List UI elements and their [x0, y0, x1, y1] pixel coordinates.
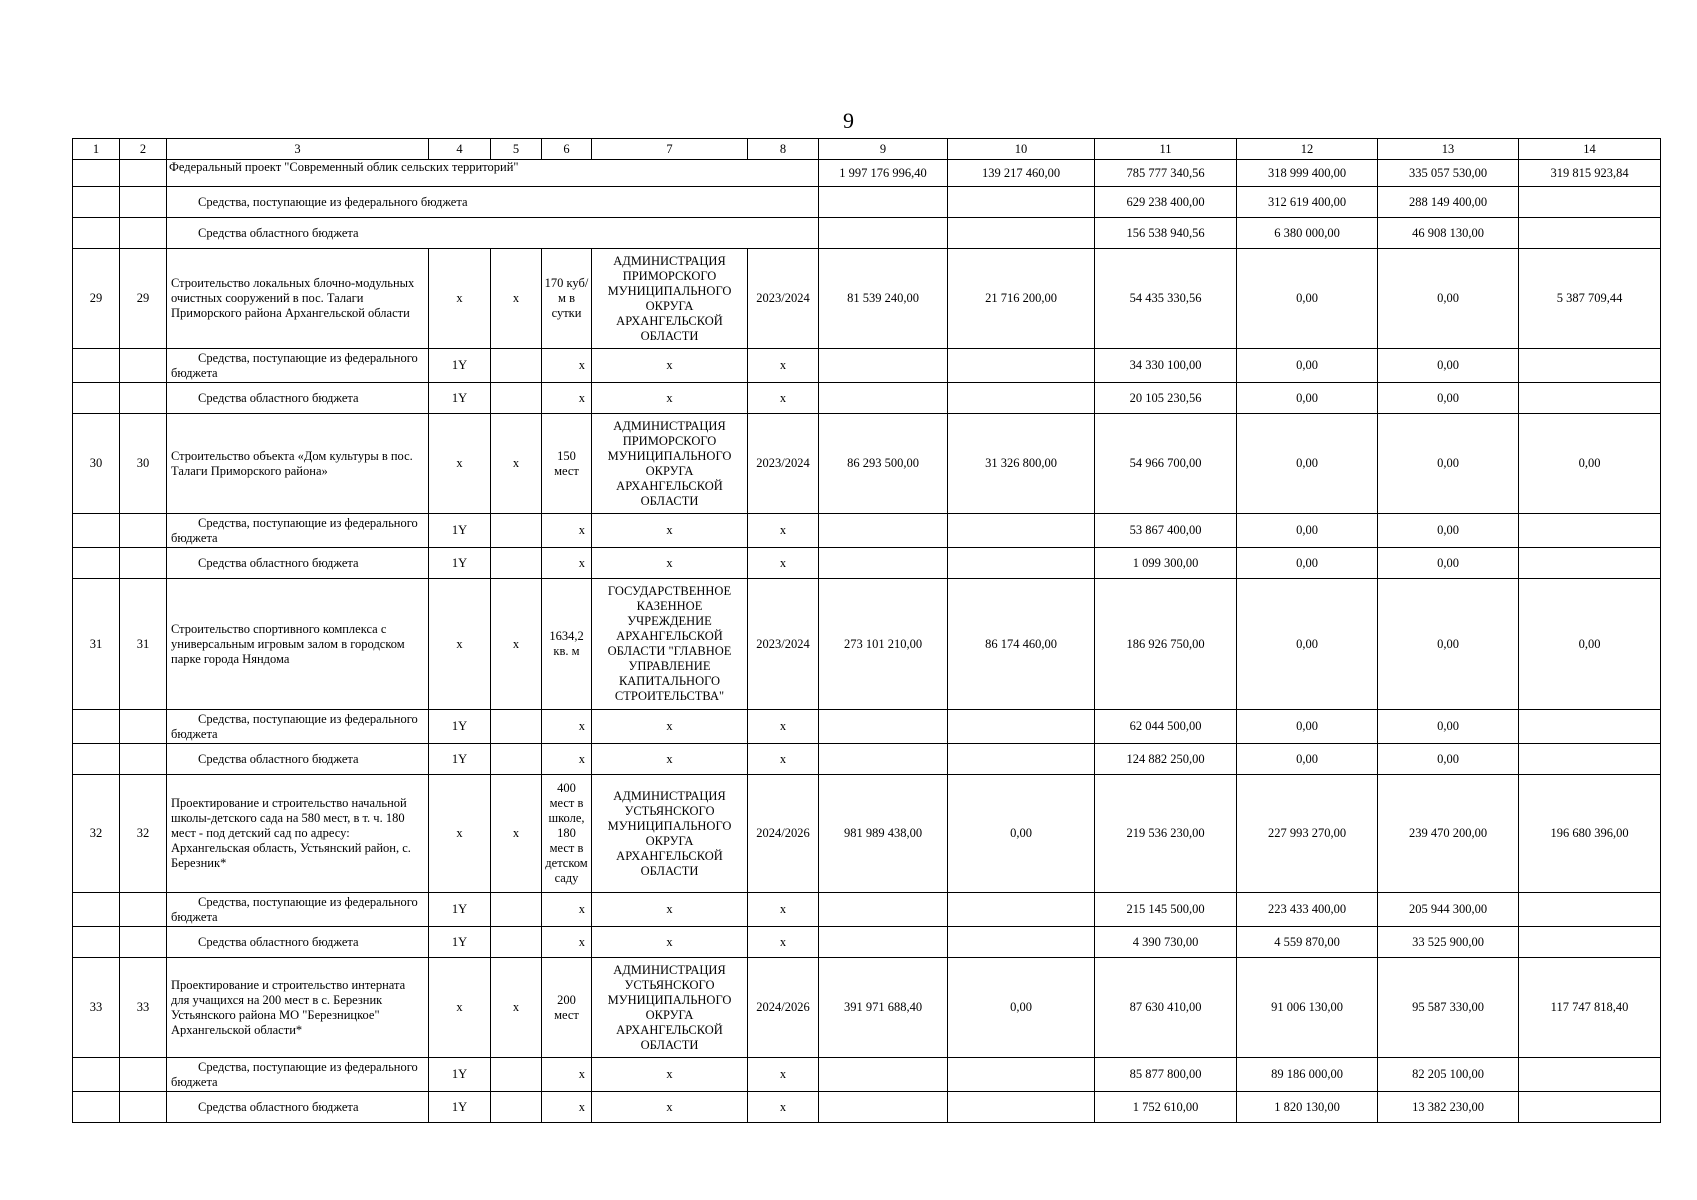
- empty-cell: [1519, 187, 1661, 218]
- empty-cell: [491, 710, 542, 744]
- amount-col14: 5 387 709,44: [1519, 249, 1661, 349]
- col5-cell: х: [491, 775, 542, 893]
- col7-cell: х: [592, 710, 748, 744]
- header-cell: 9: [819, 139, 948, 160]
- col4-cell: х: [429, 414, 491, 514]
- amount-col13: 0,00: [1378, 548, 1519, 579]
- funding-source-label: [167, 927, 429, 958]
- empty-cell: [948, 927, 1095, 958]
- row-number: 32: [73, 775, 120, 893]
- budget-code: 1Y: [429, 744, 491, 775]
- amount-col10: 86 174 460,00: [948, 579, 1095, 710]
- amount-col14: 0,00: [1519, 579, 1661, 710]
- empty-cell: [120, 1058, 167, 1092]
- amount-col14: 0,00: [1519, 414, 1661, 514]
- funding-source-label: Средства, поступающие из федерального бюджета: [167, 187, 819, 218]
- empty-cell: [819, 927, 948, 958]
- empty-cell: [120, 1092, 167, 1123]
- amount-col13: 0,00: [1378, 710, 1519, 744]
- project-name: Строительство спортивного комплекса с универсальным игровым залом в городском парке города Няндома: [167, 579, 429, 710]
- federal-funds-row: [73, 893, 1661, 927]
- amount-col12: 1 820 130,00: [1237, 1092, 1378, 1123]
- empty-cell: [73, 893, 120, 927]
- empty-cell: [1519, 893, 1661, 927]
- col8-cell: х: [748, 349, 819, 383]
- empty-cell: [73, 744, 120, 775]
- empty-cell: [948, 710, 1095, 744]
- row-number-2: 30: [120, 414, 167, 514]
- federal-project-title: Федеральный проект "Современный облик сельских территорий": [167, 160, 819, 187]
- col8-cell: х: [748, 548, 819, 579]
- empty-cell: [120, 548, 167, 579]
- amount-col9: 1 997 176 996,40: [819, 160, 948, 187]
- regional-funds-row: [73, 1092, 1661, 1123]
- header-cell: 6: [542, 139, 592, 160]
- empty-cell: [948, 893, 1095, 927]
- empty-cell: [73, 160, 120, 187]
- project-row: [73, 249, 1661, 349]
- col7-cell: х: [592, 349, 748, 383]
- amount-col11: 20 105 230,56: [1095, 383, 1237, 414]
- amount-col12: 0,00: [1237, 514, 1378, 548]
- col4-cell: х: [429, 579, 491, 710]
- budget-code: 1Y: [429, 893, 491, 927]
- empty-cell: [1519, 383, 1661, 414]
- row-number: 31: [73, 579, 120, 710]
- federal-funds-row: [73, 1058, 1661, 1092]
- header-cell: 3: [167, 139, 429, 160]
- empty-cell: [120, 160, 167, 187]
- funding-source-label: Средства областного бюджета: [167, 218, 819, 249]
- amount-col12: 0,00: [1237, 383, 1378, 414]
- empty-cell: [948, 349, 1095, 383]
- executor-cell: АДМИНИСТРАЦИЯ УСТЬЯНСКОГО МУНИЦИПАЛЬНОГО ОКРУГА АРХАНГЕЛЬСКОЙ ОБЛАСТИ: [592, 775, 748, 893]
- amount-col11: 156 538 940,56: [1095, 218, 1237, 249]
- col6-cell: х: [542, 383, 592, 414]
- empty-cell: [73, 548, 120, 579]
- empty-cell: [948, 1058, 1095, 1092]
- col8-cell: х: [748, 383, 819, 414]
- empty-cell: [491, 349, 542, 383]
- col4-cell: х: [429, 249, 491, 349]
- executor-cell: ГОСУДАРСТВЕННОЕ КАЗЕННОЕ УЧРЕЖДЕНИЕ АРХАНГЕЛЬСКОЙ ОБЛАСТИ "ГЛАВНОЕ УПРАВЛЕНИЕ КАПИТАЛЬНОГО СТРОИТЕЛЬСТВА": [592, 579, 748, 710]
- col4-cell: х: [429, 775, 491, 893]
- col8-cell: х: [748, 710, 819, 744]
- header-cell: 2: [120, 139, 167, 160]
- empty-cell: [120, 927, 167, 958]
- col7-cell: х: [592, 927, 748, 958]
- empty-cell: [1519, 744, 1661, 775]
- row-number: 33: [73, 958, 120, 1058]
- amount-col13: 0,00: [1378, 349, 1519, 383]
- executor-cell: АДМИНИСТРАЦИЯ ПРИМОРСКОГО МУНИЦИПАЛЬНОГО ОКРУГА АРХАНГЕЛЬСКОЙ ОБЛАСТИ: [592, 249, 748, 349]
- empty-cell: [73, 187, 120, 218]
- empty-cell: [491, 1092, 542, 1123]
- project-row: [73, 414, 1661, 514]
- amount-col13: 0,00: [1378, 249, 1519, 349]
- empty-cell: [948, 514, 1095, 548]
- empty-cell: [1519, 1092, 1661, 1123]
- funding-source-label: [167, 893, 429, 927]
- executor-cell: АДМИНИСТРАЦИЯ ПРИМОРСКОГО МУНИЦИПАЛЬНОГО ОКРУГА АРХАНГЕЛЬСКОЙ ОБЛАСТИ: [592, 414, 748, 514]
- empty-cell: [1519, 1058, 1661, 1092]
- amount-col12: 318 999 400,00: [1237, 160, 1378, 187]
- empty-cell: [120, 744, 167, 775]
- empty-cell: [819, 1092, 948, 1123]
- empty-cell: [73, 1058, 120, 1092]
- amount-col12: 0,00: [1237, 548, 1378, 579]
- amount-col11: 219 536 230,00: [1095, 775, 1237, 893]
- col8-cell: х: [748, 1092, 819, 1123]
- amount-col12: 0,00: [1237, 744, 1378, 775]
- budget-code: 1Y: [429, 1058, 491, 1092]
- row-number-2: 33: [120, 958, 167, 1058]
- row-number-2: 31: [120, 579, 167, 710]
- empty-cell: [1519, 349, 1661, 383]
- empty-cell: [491, 548, 542, 579]
- amount-col11: 1 752 610,00: [1095, 1092, 1237, 1123]
- header-cell: 1: [73, 139, 120, 160]
- empty-cell: [491, 1058, 542, 1092]
- amount-col11: 629 238 400,00: [1095, 187, 1237, 218]
- amount-col11: 4 390 730,00: [1095, 927, 1237, 958]
- empty-cell: [1519, 218, 1661, 249]
- empty-cell: [120, 187, 167, 218]
- row-number: 29: [73, 249, 120, 349]
- header-cell: 12: [1237, 139, 1378, 160]
- col6-cell: х: [542, 548, 592, 579]
- funding-source-text: Средства областного бюджета: [198, 934, 359, 949]
- amount-col10: 139 217 460,00: [948, 160, 1095, 187]
- empty-cell: [819, 548, 948, 579]
- project-row: [73, 958, 1661, 1058]
- col8-cell: х: [748, 893, 819, 927]
- col7-cell: х: [592, 1092, 748, 1123]
- col8-cell: х: [748, 514, 819, 548]
- col7-cell: х: [592, 383, 748, 414]
- empty-cell: [73, 1092, 120, 1123]
- col7-cell: х: [592, 744, 748, 775]
- col7-cell: х: [592, 548, 748, 579]
- federal-project-federal-funds-row: [73, 187, 1661, 218]
- funding-source-text: Средства, поступающие из федерального бюджета: [171, 350, 418, 380]
- amount-col12: 0,00: [1237, 349, 1378, 383]
- header-cell: 13: [1378, 139, 1519, 160]
- empty-cell: [819, 383, 948, 414]
- capacity-cell: 150 мест: [542, 414, 592, 514]
- budget-code: 1Y: [429, 383, 491, 414]
- funding-source-text: Средства, поступающие из федерального бюджета: [171, 1059, 418, 1089]
- empty-cell: [491, 383, 542, 414]
- budget-code: 1Y: [429, 349, 491, 383]
- empty-cell: [948, 548, 1095, 579]
- empty-cell: [819, 710, 948, 744]
- amount-col11: 53 867 400,00: [1095, 514, 1237, 548]
- empty-cell: [73, 514, 120, 548]
- empty-cell: [73, 710, 120, 744]
- funding-source-label: [167, 349, 429, 383]
- empty-cell: [73, 383, 120, 414]
- project-name: Строительство объекта «Дом культуры в пос. Талаги Приморского района»: [167, 414, 429, 514]
- empty-cell: [819, 349, 948, 383]
- col6-cell: х: [542, 514, 592, 548]
- empty-cell: [819, 744, 948, 775]
- empty-cell: [491, 514, 542, 548]
- funding-source-text: Средства областного бюджета: [198, 751, 359, 766]
- amount-col11: 87 630 410,00: [1095, 958, 1237, 1058]
- funding-source-label: [167, 710, 429, 744]
- amount-col12: 89 186 000,00: [1237, 1058, 1378, 1092]
- empty-cell: [948, 383, 1095, 414]
- col6-cell: х: [542, 893, 592, 927]
- empty-cell: [1519, 548, 1661, 579]
- amount-col11: 186 926 750,00: [1095, 579, 1237, 710]
- amount-col9: 273 101 210,00: [819, 579, 948, 710]
- col7-cell: х: [592, 893, 748, 927]
- capacity-cell: 170 куб/м в сутки: [542, 249, 592, 349]
- header-cell: 11: [1095, 139, 1237, 160]
- empty-cell: [948, 218, 1095, 249]
- empty-cell: [819, 514, 948, 548]
- years-cell: 2023/2024: [748, 579, 819, 710]
- empty-cell: [491, 927, 542, 958]
- regional-funds-row: [73, 548, 1661, 579]
- funding-source-label: [167, 514, 429, 548]
- empty-cell: [120, 893, 167, 927]
- amount-col12: 0,00: [1237, 579, 1378, 710]
- amount-col12: 312 619 400,00: [1237, 187, 1378, 218]
- empty-cell: [120, 514, 167, 548]
- amount-col10: 0,00: [948, 958, 1095, 1058]
- amount-col10: 31 326 800,00: [948, 414, 1095, 514]
- amount-col12: 223 433 400,00: [1237, 893, 1378, 927]
- amount-col14: 319 815 923,84: [1519, 160, 1661, 187]
- regional-funds-row: [73, 744, 1661, 775]
- amount-col13: 0,00: [1378, 414, 1519, 514]
- col6-cell: х: [542, 1058, 592, 1092]
- project-name: Строительство локальных блочно-модульных очистных сооружений в пос. Талаги Приморского района Архангельской области: [167, 249, 429, 349]
- amount-col13: 205 944 300,00: [1378, 893, 1519, 927]
- amount-col12: 227 993 270,00: [1237, 775, 1378, 893]
- federal-funds-row: [73, 514, 1661, 548]
- funding-source-label: [167, 1092, 429, 1123]
- empty-cell: [120, 383, 167, 414]
- regional-funds-row: [73, 383, 1661, 414]
- col5-cell: х: [491, 579, 542, 710]
- col8-cell: х: [748, 927, 819, 958]
- executor-cell: АДМИНИСТРАЦИЯ УСТЬЯНСКОГО МУНИЦИПАЛЬНОГО ОКРУГА АРХАНГЕЛЬСКОЙ ОБЛАСТИ: [592, 958, 748, 1058]
- col5-cell: х: [491, 414, 542, 514]
- header-cell: 7: [592, 139, 748, 160]
- capacity-cell: 1634,2 кв. м: [542, 579, 592, 710]
- budget-code: 1Y: [429, 548, 491, 579]
- page-number: 9: [843, 108, 854, 133]
- empty-cell: [1519, 710, 1661, 744]
- empty-cell: [120, 349, 167, 383]
- amount-col11: 34 330 100,00: [1095, 349, 1237, 383]
- amount-col11: 1 099 300,00: [1095, 548, 1237, 579]
- amount-col11: 62 044 500,00: [1095, 710, 1237, 744]
- capacity-cell: 400 мест в школе, 180 мест в детском саду: [542, 775, 592, 893]
- col6-cell: х: [542, 349, 592, 383]
- amount-col13: 0,00: [1378, 744, 1519, 775]
- amount-col11: 54 966 700,00: [1095, 414, 1237, 514]
- empty-cell: [491, 893, 542, 927]
- header-row: [73, 139, 1661, 160]
- row-number-2: 32: [120, 775, 167, 893]
- amount-col13: 46 908 130,00: [1378, 218, 1519, 249]
- budget-code: 1Y: [429, 710, 491, 744]
- federal-funds-row: [73, 349, 1661, 383]
- header-cell: 8: [748, 139, 819, 160]
- header-cell: 4: [429, 139, 491, 160]
- col6-cell: х: [542, 744, 592, 775]
- empty-cell: [948, 1092, 1095, 1123]
- col7-cell: х: [592, 1058, 748, 1092]
- funding-source-text: Средства областного бюджета: [198, 555, 359, 570]
- amount-col11: 785 777 340,56: [1095, 160, 1237, 187]
- header-cell: 10: [948, 139, 1095, 160]
- empty-cell: [120, 218, 167, 249]
- amount-col13: 288 149 400,00: [1378, 187, 1519, 218]
- amount-col9: 81 539 240,00: [819, 249, 948, 349]
- years-cell: 2024/2026: [748, 958, 819, 1058]
- amount-col9: 86 293 500,00: [819, 414, 948, 514]
- budget-code: 1Y: [429, 514, 491, 548]
- col5-cell: х: [491, 958, 542, 1058]
- col5-cell: х: [491, 249, 542, 349]
- amount-col12: 6 380 000,00: [1237, 218, 1378, 249]
- empty-cell: [73, 927, 120, 958]
- project-name: Проектирование и строительство интерната для учащихся на 200 мест в с. Березник Устьянского района МО "Березницкое" Архангельской области*: [167, 958, 429, 1058]
- empty-cell: [1519, 514, 1661, 548]
- funding-source-text: Средства, поступающие из федерального бюджета: [171, 515, 418, 545]
- funding-source-label: [167, 383, 429, 414]
- empty-cell: [120, 710, 167, 744]
- amount-col14: 117 747 818,40: [1519, 958, 1661, 1058]
- col8-cell: х: [748, 1058, 819, 1092]
- years-cell: 2023/2024: [748, 414, 819, 514]
- amount-col13: 82 205 100,00: [1378, 1058, 1519, 1092]
- empty-cell: [948, 187, 1095, 218]
- funding-source-label: [167, 744, 429, 775]
- amount-col11: 124 882 250,00: [1095, 744, 1237, 775]
- amount-col13: 0,00: [1378, 383, 1519, 414]
- row-number-2: 29: [120, 249, 167, 349]
- project-row: [73, 775, 1661, 893]
- funding-source-text: Средства областного бюджета: [198, 1099, 359, 1114]
- amount-col14: 196 680 396,00: [1519, 775, 1661, 893]
- amount-col12: 0,00: [1237, 249, 1378, 349]
- project-name: Проектирование и строительство начальной школы-детского сада на 580 мест, в т. ч. 180 мест - под детский сад по адресу: Архангельская область, Устьянский район, с. Березник*: [167, 775, 429, 893]
- amount-col12: 0,00: [1237, 710, 1378, 744]
- empty-cell: [819, 893, 948, 927]
- funding-source-text: Средства, поступающие из федерального бюджета: [171, 894, 418, 924]
- col8-cell: х: [748, 744, 819, 775]
- funding-source-text: Средства, поступающие из федерального бюджета: [171, 711, 418, 741]
- funding-source-text: Средства областного бюджета: [198, 390, 359, 405]
- budget-table: [72, 138, 1661, 1123]
- capacity-cell: 200 мест: [542, 958, 592, 1058]
- amount-col11: 215 145 500,00: [1095, 893, 1237, 927]
- empty-cell: [73, 349, 120, 383]
- row-number: 30: [73, 414, 120, 514]
- budget-code: 1Y: [429, 927, 491, 958]
- budget-code: 1Y: [429, 1092, 491, 1123]
- amount-col12: 0,00: [1237, 414, 1378, 514]
- col7-cell: х: [592, 514, 748, 548]
- amount-col10: 21 716 200,00: [948, 249, 1095, 349]
- amount-col12: 4 559 870,00: [1237, 927, 1378, 958]
- years-cell: 2024/2026: [748, 775, 819, 893]
- empty-cell: [819, 218, 948, 249]
- amount-col10: 0,00: [948, 775, 1095, 893]
- regional-funds-row: [73, 927, 1661, 958]
- col6-cell: х: [542, 710, 592, 744]
- amount-col13: 335 057 530,00: [1378, 160, 1519, 187]
- federal-funds-row: [73, 710, 1661, 744]
- funding-source-label: [167, 548, 429, 579]
- amount-col13: 95 587 330,00: [1378, 958, 1519, 1058]
- funding-source-label: [167, 1058, 429, 1092]
- amount-col9: 981 989 438,00: [819, 775, 948, 893]
- amount-col13: 33 525 900,00: [1378, 927, 1519, 958]
- amount-col13: 0,00: [1378, 514, 1519, 548]
- project-row: [73, 579, 1661, 710]
- amount-col11: 85 877 800,00: [1095, 1058, 1237, 1092]
- federal-project-row: [73, 160, 1661, 187]
- empty-cell: [948, 744, 1095, 775]
- amount-col9: 391 971 688,40: [819, 958, 948, 1058]
- col6-cell: х: [542, 927, 592, 958]
- empty-cell: [73, 218, 120, 249]
- years-cell: 2023/2024: [748, 249, 819, 349]
- amount-col13: 0,00: [1378, 579, 1519, 710]
- amount-col13: 239 470 200,00: [1378, 775, 1519, 893]
- empty-cell: [819, 1058, 948, 1092]
- amount-col11: 54 435 330,56: [1095, 249, 1237, 349]
- amount-col12: 91 006 130,00: [1237, 958, 1378, 1058]
- empty-cell: [1519, 927, 1661, 958]
- empty-cell: [819, 187, 948, 218]
- federal-project-regional-funds-row: [73, 218, 1661, 249]
- empty-cell: [491, 744, 542, 775]
- amount-col13: 13 382 230,00: [1378, 1092, 1519, 1123]
- col6-cell: х: [542, 1092, 592, 1123]
- header-cell: 14: [1519, 139, 1661, 160]
- col4-cell: х: [429, 958, 491, 1058]
- header-cell: 5: [491, 139, 542, 160]
